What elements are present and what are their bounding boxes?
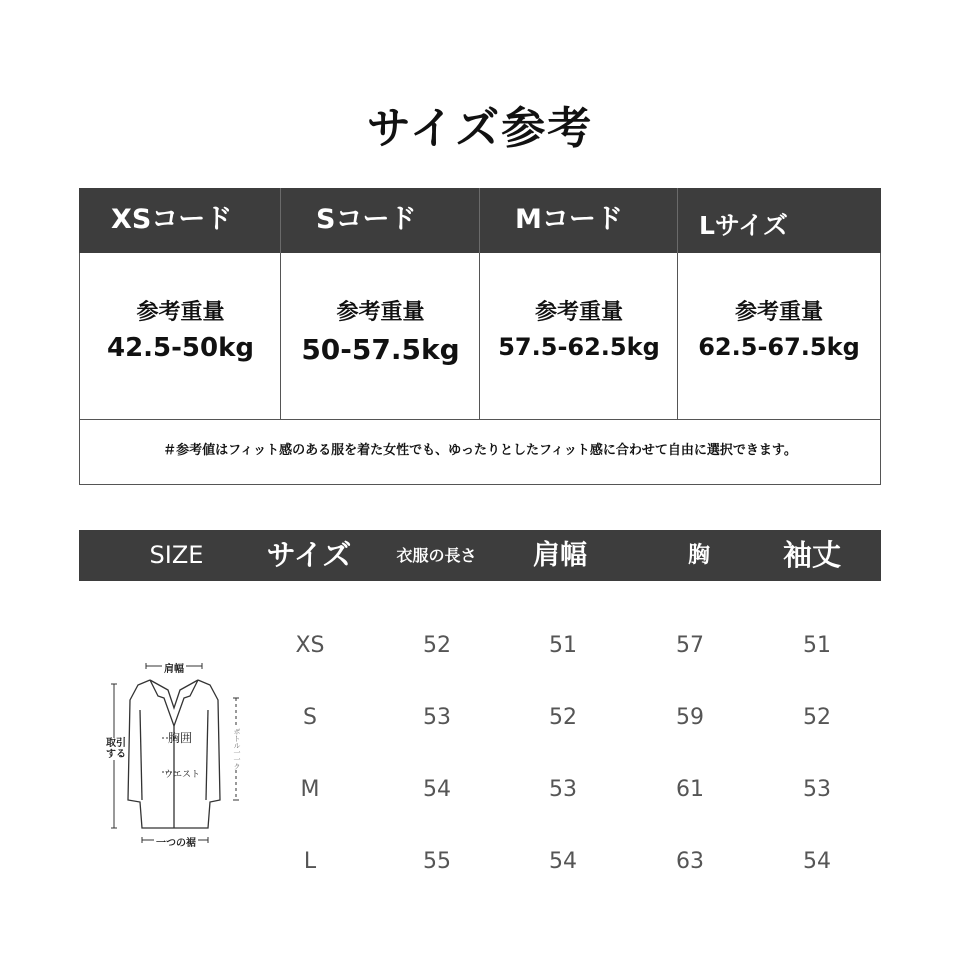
header-size-jp: サイズ bbox=[266, 538, 352, 572]
weight-table bbox=[79, 188, 881, 485]
header-xs: XSコード bbox=[111, 204, 233, 235]
header-sleeve: 袖丈 bbox=[782, 538, 841, 572]
body-divider bbox=[677, 253, 678, 419]
body-divider bbox=[479, 253, 480, 419]
sleeve-cell: 53 bbox=[803, 777, 831, 802]
sleeve-cell: 51 bbox=[803, 633, 831, 658]
header-length: 衣服の長さ bbox=[396, 546, 477, 565]
size-cell: L bbox=[303, 849, 317, 874]
length-cell: 52 bbox=[423, 633, 451, 658]
weight-label: 参考重量 bbox=[734, 300, 823, 325]
weight-value: 50-57.5kg bbox=[301, 333, 460, 366]
shoulder-cell: 54 bbox=[549, 849, 577, 874]
chest-cell: 63 bbox=[676, 849, 704, 874]
shoulder-cell: 52 bbox=[549, 705, 577, 730]
diagram-hem-label: 一つの裾 bbox=[154, 834, 198, 849]
diagram-shoulder-label: 肩幅 bbox=[162, 660, 186, 675]
size-cell: XS bbox=[295, 633, 325, 658]
chest-cell: 61 bbox=[676, 777, 704, 802]
chest-cell: 59 bbox=[676, 705, 704, 730]
weight-cell-s bbox=[281, 253, 480, 419]
size-cell: M bbox=[300, 777, 320, 802]
page-title: サイズ参考 bbox=[366, 103, 594, 154]
header-divider bbox=[479, 188, 480, 253]
length-cell: 53 bbox=[423, 705, 451, 730]
size-table-header bbox=[79, 530, 881, 581]
weight-value: 62.5-67.5kg bbox=[698, 333, 860, 361]
weight-cell-l bbox=[678, 253, 880, 419]
weight-cell-m bbox=[480, 253, 678, 419]
chest-cell: 57 bbox=[676, 633, 704, 658]
weight-label: 参考重量 bbox=[534, 300, 623, 325]
diagram-waist-label: ウエスト bbox=[164, 770, 201, 780]
weight-note: ＃参考値はフィット感のある服を着た女性でも、ゆったりとしたフィット感に合わせて自由に選択できます。 bbox=[79, 419, 881, 485]
weight-label: 参考重量 bbox=[136, 300, 225, 325]
weight-cell-xs bbox=[80, 253, 281, 419]
weight-value: 57.5-62.5kg bbox=[498, 333, 660, 361]
header-size-en: SIZE bbox=[149, 541, 204, 569]
length-cell: 54 bbox=[423, 777, 451, 802]
sleeve-cell: 54 bbox=[803, 849, 831, 874]
coat-diagram bbox=[100, 650, 260, 860]
shoulder-cell: 51 bbox=[549, 633, 577, 658]
length-cell: 55 bbox=[423, 849, 451, 874]
header-divider bbox=[677, 188, 678, 253]
body-divider bbox=[280, 253, 281, 419]
header-shoulder: 肩幅 bbox=[533, 540, 587, 571]
weight-table-body bbox=[79, 253, 881, 419]
diagram-length-label: ボトル一一ク bbox=[233, 728, 241, 770]
header-s: Sコード bbox=[316, 204, 417, 235]
header-chest: 胸 bbox=[687, 543, 710, 568]
weight-table-header bbox=[79, 188, 881, 253]
diagram-sleeve-label: 取引する bbox=[106, 738, 126, 760]
diagram-bust-label: 胸囲 bbox=[168, 731, 193, 745]
shoulder-cell: 53 bbox=[549, 777, 577, 802]
sleeve-cell: 52 bbox=[803, 705, 831, 730]
header-m: Mコード bbox=[515, 204, 623, 235]
size-cell: S bbox=[303, 705, 317, 730]
weight-value: 42.5-50kg bbox=[106, 333, 255, 363]
header-divider bbox=[280, 188, 281, 253]
header-l: Lサイズ bbox=[699, 211, 788, 240]
weight-label: 参考重量 bbox=[336, 300, 425, 325]
